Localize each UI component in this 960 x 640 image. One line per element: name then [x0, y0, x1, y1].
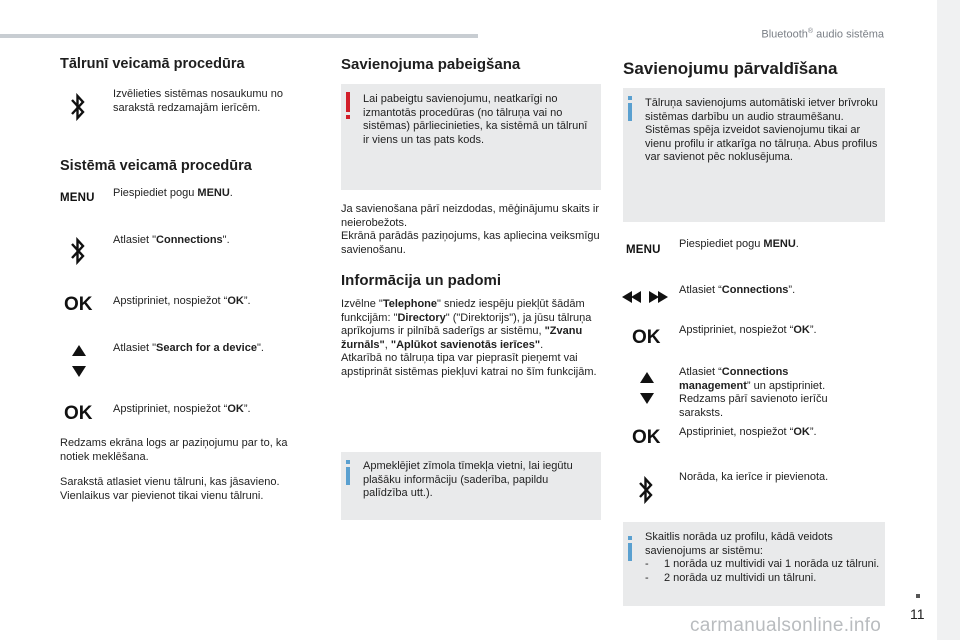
info-text-website: Apmeklējiet zīmola tīmekļa vietni, lai iegūtu plašāku informāciju (saderība, papildu palīdzība utt.). [363, 460, 573, 499]
info-icon [346, 460, 350, 485]
step-confirm-ok-4: Apstipriniet, nospiežot “OK”. [679, 426, 817, 438]
warning-icon [346, 92, 350, 119]
list-item: - 2 norāda uz multividi un tālruni. [645, 571, 817, 584]
info-text-auto: Tālruņa savienojums automātiski ietver brīvroku sistēmas darbību un audio straumēšanu. Sistēmas spēja izveidot savienojumu tikai ar vienu profilu ir atkarīga no tālruņa. Abus profilus var savienot pēc noklusējuma. [645, 97, 878, 163]
page-marker [916, 594, 920, 598]
paragraph-telephone-menu: Izvēlne "Telephone" sniedz iespēju piekļūt šādām funkcijām: "Directory" ("Direktorijs"), ja jūsu tālruņa aprīkojums ir pilnībā saderīgs ar sistēmu, "Zvanu žurnāls", "Aplūkot savienotās ierīces". Atkarībā no tālruņa tipa var pieprasīt pieņemt vai apstiprināt sistēmas piekļuvi katrai no šīm funkcijām. [341, 298, 597, 378]
ok-icon: OK [64, 403, 93, 424]
ok-icon: OK [64, 294, 93, 315]
info-box-auto [623, 88, 885, 222]
heading-system-procedure: Sistēmā veicamā procedūra [60, 158, 252, 174]
page-header-title: Bluetooth® audio sistēma [761, 28, 884, 41]
info-box-website [341, 452, 601, 520]
step-confirm-ok-3: Apstipriniet, nospiežot “OK”. [679, 324, 817, 336]
paragraph-searching: Redzams ekrāna logs ar paziņojumu par to, ka notiek meklēšana. [60, 437, 288, 463]
ok-icon: OK [632, 327, 661, 348]
info-icon [628, 96, 632, 121]
top-rule [0, 34, 478, 38]
paragraph-pairing-fail: Ja savienošana pārī neizdodas, mēģinājumu skaits ir neierobežots. Ekrānā parādās paziņojums, kas apliecina veiksmīgu savienošanu. [341, 203, 600, 256]
step-press-menu-3: Piespiediet pogu MENU. [679, 238, 799, 250]
step-press-menu: Piespiediet pogu MENU. [113, 187, 233, 199]
watermark: carmanualsonline.info [690, 615, 882, 636]
paragraph-select-phone: Sarakstā atlasiet vienu tālruni, kas jāsavieno. Vienlaikus var pievienot tikai vienu tālruni. [60, 476, 280, 502]
up-down-arrows-icon [639, 370, 655, 406]
warning-text: Lai pabeigtu savienojumu, neatkarīgi no izmantotās procedūras (no tālruņa vai no sistēmas) pārliecinieties, ka sistēmā un tālrunī ir viens un tas pats kods. [363, 93, 588, 146]
list-item: - 1 norāda uz multividi vai 1 norāda uz tālruni. [645, 558, 880, 570]
step-select-connections: Atlasiet "Connections". [113, 234, 230, 246]
bluetooth-icon [69, 93, 87, 121]
side-band [937, 0, 960, 640]
warning-box [341, 84, 601, 190]
heading-connection-finish: Savienojuma pabeigšana [341, 56, 521, 73]
heading-connection-management: Savienojumu pārvaldīšana [623, 59, 838, 78]
step-select-name: Izvēlieties sistēmas nosaukumu no sarakstā redzamajām ierīcēm. [113, 88, 283, 114]
bluetooth-icon [69, 237, 87, 265]
step-confirm-ok-2: Apstipriniet, nospiežot “OK”. [113, 403, 251, 415]
heading-phone-procedure: Tālrunī veicamā procedūra [60, 56, 245, 72]
step-connections-management: Atlasiet “Connections management” un apstipriniet. Redzams pārī savienoto ierīču saraksts. [679, 366, 828, 419]
bluetooth-icon [637, 476, 655, 504]
ok-icon: OK [632, 427, 661, 448]
page-number: 11 [910, 606, 925, 622]
left-right-arrows-icon [622, 290, 668, 304]
step-device-connected: Norāda, ka ierīce ir pievienota. [679, 471, 829, 483]
info-box-profile [623, 522, 885, 606]
info-text-profile: Skaitlis norāda uz profilu, kādā veidots savienojums ar sistēmu: - 1 norāda uz multividi vai 1 norāda uz tālruni. - 2 norāda uz multividi un tālruni. [645, 531, 880, 584]
step-select-connections-3: Atlasiet “Connections”. [679, 284, 796, 296]
menu-icon: MENU [626, 244, 661, 256]
step-confirm-ok: Apstipriniet, nospiežot “OK”. [113, 295, 251, 307]
step-search-device: Atlasiet "Search for a device". [113, 342, 264, 354]
up-down-arrows-icon [71, 343, 87, 379]
menu-icon: MENU [60, 192, 95, 204]
heading-info-tips: Informācija un padomi [341, 272, 502, 289]
info-icon [628, 530, 632, 561]
